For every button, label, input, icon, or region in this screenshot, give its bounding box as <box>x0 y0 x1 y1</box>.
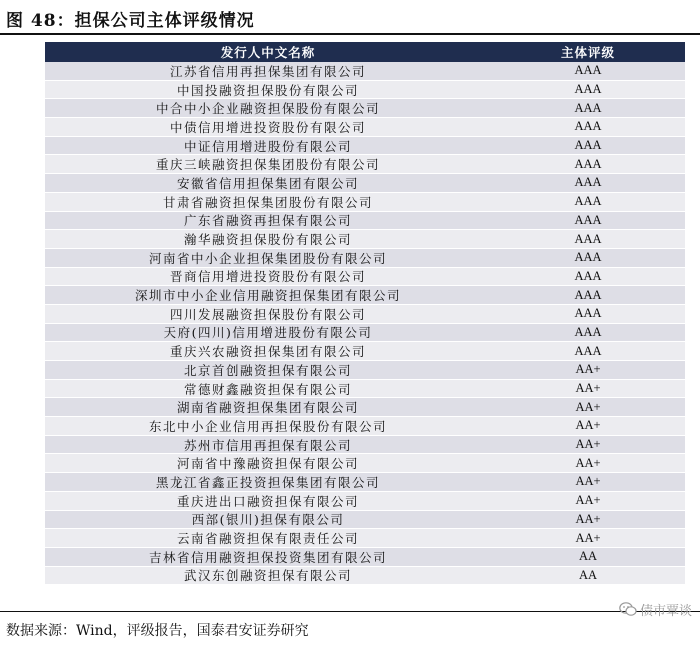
table-row <box>45 567 685 586</box>
rating-cell: AA+ <box>575 418 601 433</box>
table-row <box>45 492 685 511</box>
bottom-divider <box>0 611 700 612</box>
issuer-name-cell: 吉林省信用融资担保投资集团有限公司 <box>148 549 387 565</box>
table-row <box>45 511 685 530</box>
issuer-name-cell: 云南省融资担保有限责任公司 <box>176 531 359 547</box>
table-header <box>45 42 685 62</box>
rating-cell: AAA <box>574 175 602 190</box>
wechat-icon <box>619 602 637 617</box>
rating-cell: AAA <box>574 324 602 339</box>
rating-cell: AAA <box>574 343 602 358</box>
issuer-name-cell: 中证信用增进股份有限公司 <box>183 138 352 154</box>
issuer-name-cell: 中合中小企业融资担保股份有限公司 <box>155 101 380 117</box>
watermark <box>619 600 692 619</box>
rating-cell: AAA <box>574 194 602 209</box>
issuer-name-cell: 中国投融资担保股份有限公司 <box>176 82 359 98</box>
rating-cell: AAA <box>574 138 602 153</box>
table-row <box>45 193 685 212</box>
table-row <box>45 268 685 287</box>
rating-cell: AAA <box>574 82 602 97</box>
rating-cell: AA+ <box>575 362 601 377</box>
table-row <box>45 62 685 81</box>
table-row <box>45 81 685 100</box>
issuer-name-cell: 四川发展融资担保股份有限公司 <box>169 306 366 322</box>
rating-cell: AAA <box>574 63 602 78</box>
rating-cell: AA <box>578 567 598 582</box>
rating-cell: AAA <box>574 306 602 321</box>
rating-cell: AA+ <box>575 530 601 545</box>
figure-title: 图 48：担保公司主体评级情况 <box>6 11 255 31</box>
table-row <box>45 118 685 137</box>
table-row <box>45 417 685 436</box>
rating-cell: AA+ <box>575 511 601 526</box>
issuer-name-cell: 苏州市信用再担保有限公司 <box>183 437 352 453</box>
table-row <box>45 454 685 473</box>
issuer-name-cell: 常德财鑫融资担保有限公司 <box>183 381 352 397</box>
rating-cell: AA+ <box>575 399 601 414</box>
header-issuer-name: 发行人中文名称 <box>220 45 316 60</box>
issuer-name-cell: 武汉东创融资担保有限公司 <box>183 568 352 584</box>
table-row <box>45 548 685 567</box>
issuer-name-cell: 西部(银川)担保有限公司 <box>191 512 345 528</box>
issuer-name-cell: 重庆进出口融资担保有限公司 <box>176 493 359 509</box>
table-row <box>45 249 685 268</box>
rating-cell: AAA <box>574 268 602 283</box>
issuer-name-cell: 黑龙江省鑫正投资担保集团有限公司 <box>155 474 380 490</box>
table-row <box>45 155 685 174</box>
issuer-name-cell: 江苏省信用再担保集团有限公司 <box>169 63 366 79</box>
issuer-name-cell: 重庆兴农融资担保集团有限公司 <box>169 344 366 360</box>
table-row <box>45 99 685 118</box>
rating-cell: AA+ <box>575 381 601 396</box>
rating-cell: AAA <box>574 212 602 227</box>
rating-cell: AAA <box>574 231 602 246</box>
rating-cell: AA+ <box>575 493 601 508</box>
table-row <box>45 324 685 343</box>
rating-cell: AA+ <box>575 474 601 489</box>
table-row <box>45 436 685 455</box>
table-row <box>45 529 685 548</box>
issuer-name-cell: 瀚华融资担保股份有限公司 <box>183 232 352 248</box>
table-row <box>45 305 685 324</box>
header-rating: 主体评级 <box>560 45 615 60</box>
issuer-name-cell: 北京首创融资担保有限公司 <box>183 362 352 378</box>
table-row <box>45 286 685 305</box>
table-row <box>45 212 685 231</box>
issuer-name-cell: 甘肃省融资担保集团股份有限公司 <box>162 194 373 210</box>
rating-cell: AA <box>578 549 598 564</box>
title-divider <box>0 33 700 35</box>
rating-cell: AAA <box>574 250 602 265</box>
table-row <box>45 398 685 417</box>
issuer-name-cell: 河南省中豫融资担保有限公司 <box>176 456 359 472</box>
issuer-name-cell: 河南省中小企业担保集团股份有限公司 <box>148 250 387 266</box>
issuer-name-cell: 安徽省信用担保集团有限公司 <box>176 175 359 191</box>
rating-cell: AA+ <box>575 455 601 470</box>
rating-cell: AAA <box>574 287 602 302</box>
table-row <box>45 174 685 193</box>
table-row <box>45 473 685 492</box>
issuer-name-cell: 湖南省融资担保集团有限公司 <box>176 400 359 416</box>
rating-table <box>45 42 685 585</box>
issuer-name-cell: 广东省融资再担保有限公司 <box>183 213 352 229</box>
table-body <box>45 62 685 585</box>
issuer-name-cell: 重庆三峡融资担保集团股份有限公司 <box>155 157 380 173</box>
rating-cell: AA+ <box>575 437 601 452</box>
issuer-name-cell: 东北中小企业信用再担保股份有限公司 <box>148 418 387 434</box>
table-row <box>45 380 685 399</box>
table-row <box>45 361 685 380</box>
watermark-text: 债市覃谈 <box>639 604 692 619</box>
rating-cell: AAA <box>574 100 602 115</box>
issuer-name-cell: 中债信用增进投资股份有限公司 <box>169 119 366 135</box>
issuer-name-cell: 天府(四川)信用增进股份有限公司 <box>163 325 373 341</box>
table-row <box>45 137 685 156</box>
table-row <box>45 342 685 361</box>
rating-cell: AAA <box>574 119 602 134</box>
issuer-name-cell: 深圳市中小企业信用融资担保集团有限公司 <box>134 288 401 304</box>
rating-cell: AAA <box>574 156 602 171</box>
data-source-note: 数据来源：Wind，评级报告，国泰君安证券研究 <box>6 623 309 639</box>
issuer-name-cell: 晋商信用增进投资股份有限公司 <box>169 269 366 285</box>
table-row <box>45 230 685 249</box>
